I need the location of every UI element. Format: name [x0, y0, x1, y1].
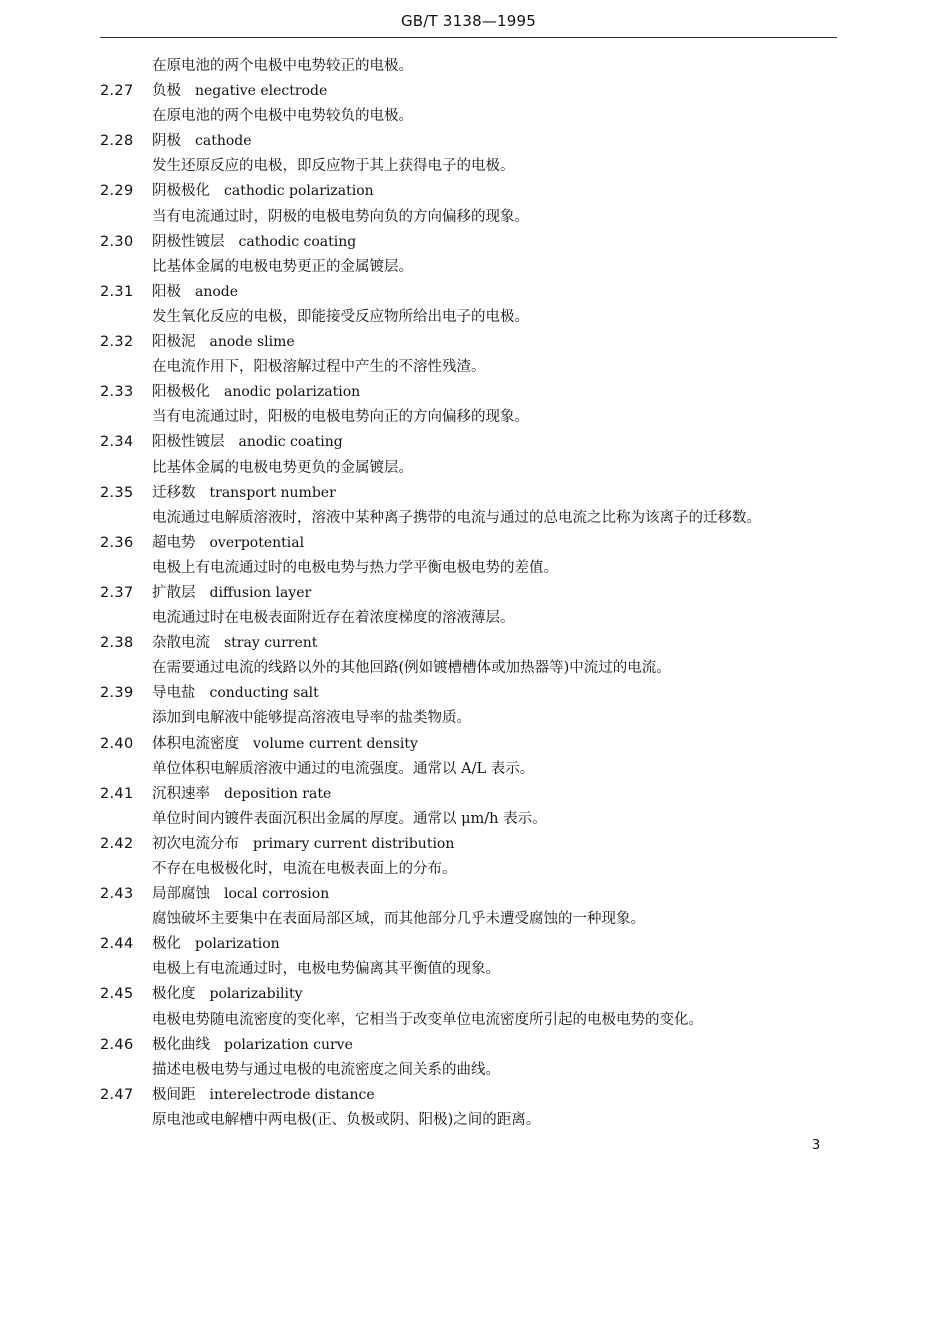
term-chinese: 阴极极化: [152, 183, 210, 200]
term-name: [152, 782, 331, 807]
term-definition: 在电流作用下，阳极溶解过程中产生的不溶性残渣。: [152, 359, 486, 376]
term-chinese: 极化曲线: [152, 1036, 210, 1053]
term-definition: 在需要通过电流的线路以外的其他回路(例如镀槽槽体或加热器等)中流过的电流。: [152, 660, 671, 677]
term-entry-heading: [100, 179, 860, 204]
term-name: [152, 481, 336, 506]
continuation-text: 在原电池的两个电极中电势较正的电极。: [152, 58, 413, 74]
term-name: [152, 1083, 375, 1108]
term-definition: 电极电势随电流密度的变化率，它相当于改变单位电流密度所引起的电极电势的变化。: [152, 1011, 703, 1028]
term-english: diffusion layer: [209, 584, 312, 601]
term-english: anodic polarization: [224, 384, 361, 401]
term-entry-heading: [100, 481, 860, 506]
term-entry-heading: [100, 631, 860, 656]
term-definition: 当有电流通过时，阴极的电极电势向负的方向偏移的现象。: [152, 208, 529, 225]
term-chinese: 极化: [152, 936, 181, 953]
term-definition: 添加到电解液中能够提高溶液电导率的盐类物质。: [152, 710, 471, 727]
term-entry-heading: [100, 681, 860, 706]
term-number: 2.31: [100, 283, 134, 300]
term-definition: 不存在电极极化时，电流在电极表面上的分布。: [152, 861, 457, 877]
term-number: 2.39: [100, 685, 134, 702]
term-english: transport number: [209, 484, 336, 501]
page-header: [100, 10, 837, 38]
term-name: [152, 179, 374, 204]
term-number: 2.33: [100, 384, 134, 401]
term-definition: 当有电流通过时，阳极的电极电势向正的方向偏移的现象。: [152, 409, 529, 426]
term-english: overpotential: [209, 534, 305, 551]
term-english: volume current density: [253, 735, 418, 752]
term-chinese: 阳极: [152, 283, 181, 300]
term-entry-heading: [100, 531, 860, 556]
term-chinese: 迁移数: [152, 484, 196, 501]
term-english: polarization: [195, 936, 280, 953]
term-name: [152, 631, 317, 656]
term-chinese: 沉积速率: [152, 785, 210, 802]
term-english: anodic coating: [238, 434, 343, 451]
term-number: 2.46: [100, 1036, 134, 1053]
term-number: 2.38: [100, 635, 134, 652]
term-entry-heading: [100, 280, 860, 305]
term-number: 2.32: [100, 334, 134, 351]
term-name: [152, 280, 238, 305]
term-name: [152, 832, 454, 857]
term-entry-heading: [100, 230, 860, 255]
term-name: [152, 531, 304, 556]
term-chinese: 极间距: [152, 1086, 196, 1103]
term-number: 2.36: [100, 534, 134, 551]
term-definition: 原电池或电解槽中两电极(正、负极或阴、阳极)之间的距离。: [152, 1111, 541, 1128]
term-chinese: 局部腐蚀: [152, 886, 210, 903]
term-chinese: 初次电流分布: [152, 835, 239, 852]
term-english: stray current: [224, 635, 318, 652]
term-name: [152, 1033, 353, 1058]
term-number: 2.30: [100, 233, 134, 250]
standard-code: GB/T 3138—1995: [400, 12, 537, 30]
term-number: 2.42: [100, 835, 134, 852]
term-entry-heading: [100, 832, 860, 857]
term-number: 2.35: [100, 484, 134, 501]
term-english: polarization curve: [224, 1036, 353, 1053]
term-name: [152, 581, 311, 606]
term-chinese: 极化度: [152, 986, 196, 1003]
term-english: interelectrode distance: [209, 1086, 375, 1103]
term-chinese: 导电盐: [152, 685, 196, 702]
term-english: conducting salt: [209, 685, 319, 702]
term-chinese: 阴极: [152, 133, 181, 150]
term-entry-heading: [100, 430, 860, 455]
term-entry-heading: [100, 581, 860, 606]
term-definition: 电极上有电流通过时的电极电势与热力学平衡电极电势的差值。: [152, 559, 558, 576]
term-definition: 发生氧化反应的电极，即能接受反应物所给出电子的电极。: [152, 308, 529, 325]
term-english: cathodic polarization: [224, 183, 374, 200]
term-definition: 比基体金属的电极电势更正的金属镀层。: [152, 258, 413, 275]
term-entry-heading: [100, 380, 860, 405]
term-number: 2.34: [100, 434, 134, 451]
term-chinese: 阳极性镀层: [152, 434, 225, 451]
term-number: 2.37: [100, 584, 134, 601]
term-english: polarizability: [209, 986, 303, 1003]
term-entry-heading: [100, 882, 860, 907]
term-chinese: 超电势: [152, 534, 196, 551]
term-name: [152, 882, 329, 907]
terms-list: [100, 54, 860, 1133]
term-entry-heading: [100, 782, 860, 807]
term-chinese: 阳极泥: [152, 334, 196, 351]
term-number: 2.28: [100, 133, 134, 150]
term-english: anode slime: [209, 334, 295, 351]
term-chinese: 扩散层: [152, 584, 196, 601]
term-name: [152, 230, 356, 255]
term-name: [152, 129, 252, 154]
term-entry-heading: [100, 982, 860, 1007]
term-english: cathode: [195, 133, 252, 150]
term-definition: 发生还原反应的电极，即反应物于其上获得电子的电极。: [152, 158, 515, 175]
term-number: 2.27: [100, 83, 134, 100]
term-number: 2.41: [100, 785, 134, 802]
term-definition: 电极上有电流通过时，电极电势偏离其平衡值的现象。: [152, 961, 500, 978]
term-name: [152, 982, 303, 1007]
term-name: [152, 681, 319, 706]
term-number: 2.44: [100, 936, 134, 953]
term-definition: 比基体金属的电极电势更负的金属镀层。: [152, 459, 413, 476]
term-name: [152, 79, 327, 104]
term-definition: 描述电极电势与通过电极的电流密度之间关系的曲线。: [152, 1061, 500, 1078]
term-english: primary current distribution: [253, 835, 455, 852]
term-definition: 在原电池的两个电极中电势较负的电极。: [152, 108, 413, 125]
term-definition: 腐蚀破坏主要集中在表面局部区域，而其他部分几乎未遭受腐蚀的一种现象。: [152, 911, 645, 928]
term-number: 2.45: [100, 986, 134, 1003]
term-name: [152, 732, 418, 757]
page-number: 3: [812, 1138, 821, 1153]
term-english: negative electrode: [195, 83, 328, 100]
term-name: [152, 932, 280, 957]
term-definition: 电流通过时在电极表面附近存在着浓度梯度的溶液薄层。: [152, 610, 515, 627]
term-number: 2.29: [100, 183, 134, 200]
term-english: deposition rate: [224, 785, 332, 802]
term-chinese: 阴极性镀层: [152, 233, 225, 250]
term-number: 2.43: [100, 886, 134, 903]
term-entry-heading: [100, 330, 860, 355]
term-name: [152, 430, 343, 455]
term-entry-heading: [100, 129, 860, 154]
term-entry-heading: [100, 1033, 860, 1058]
term-chinese: 杂散电流: [152, 635, 210, 652]
term-number: 2.40: [100, 735, 134, 752]
term-definition: 单位时间内镀件表面沉积出金属的厚度。通常以 μm/h 表示。: [152, 810, 547, 827]
term-definition: 单位体积电解质溶液中通过的电流强度。通常以 A/L 表示。: [152, 760, 535, 777]
term-english: cathodic coating: [238, 233, 357, 250]
term-chinese: 负极: [152, 83, 181, 100]
term-name: [152, 330, 295, 355]
term-definition: 电流通过电解质溶液时，溶液中某种离子携带的电流与通过的总电流之比称为该离子的迁移数。: [152, 509, 761, 526]
term-entry-heading: [100, 732, 860, 757]
term-english: local corrosion: [224, 886, 330, 903]
term-entry-heading: [100, 1083, 860, 1108]
term-name: [152, 380, 360, 405]
term-number: 2.47: [100, 1086, 134, 1103]
term-chinese: 阳极极化: [152, 384, 210, 401]
term-english: anode: [195, 283, 239, 300]
term-entry-heading: [100, 932, 860, 957]
term-chinese: 体积电流密度: [152, 735, 239, 752]
term-entry-heading: [100, 79, 860, 104]
